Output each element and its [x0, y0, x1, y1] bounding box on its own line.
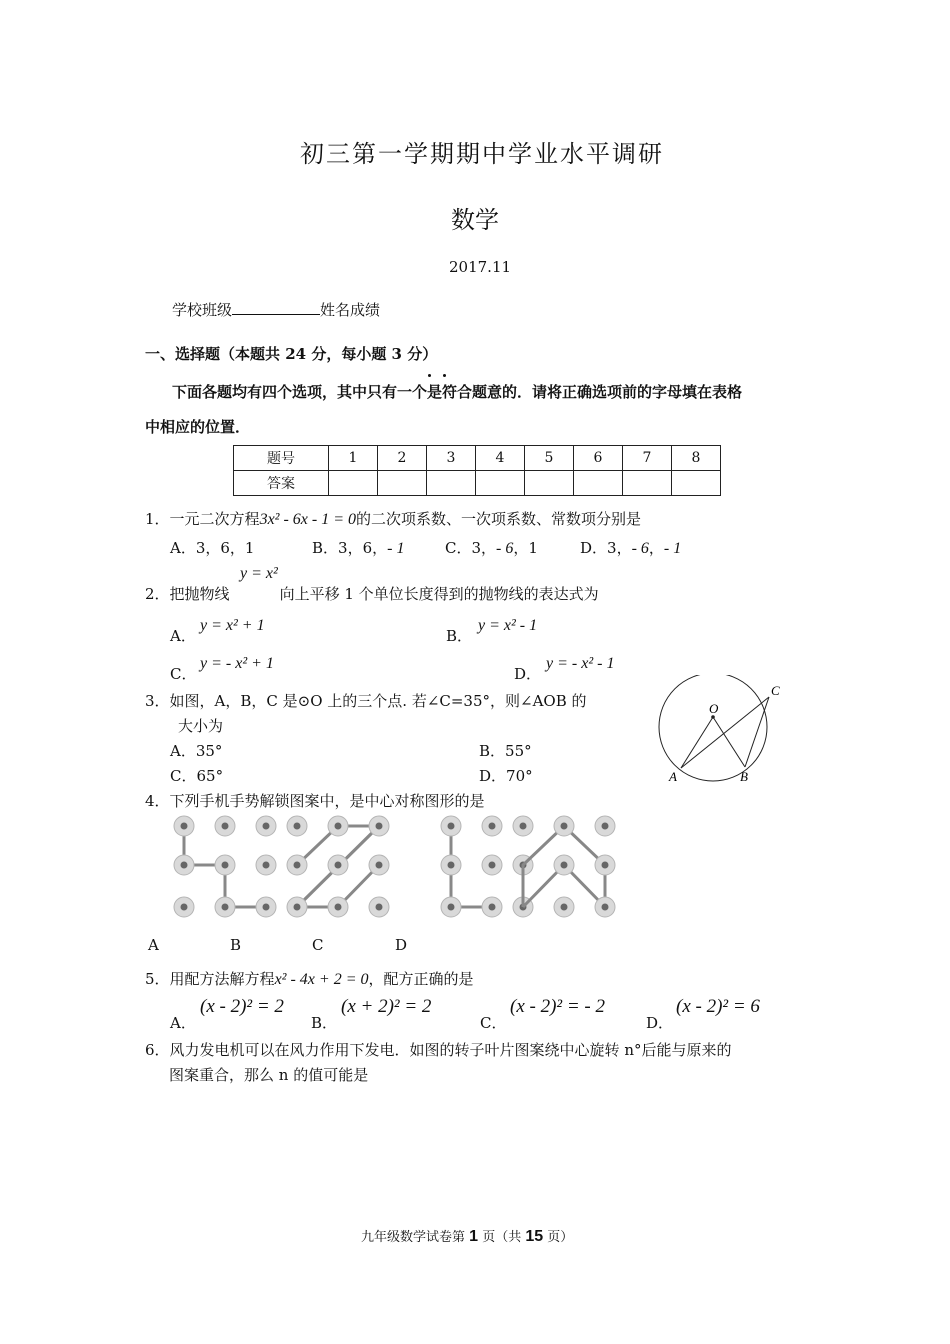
question-6-stem-line2: 图案重合，那么 n 的值可能是 — [169, 1066, 369, 1084]
question-2-stem — [145, 583, 599, 604]
q2-option-d — [514, 663, 541, 684]
question-number: 4． — [145, 792, 170, 810]
q3-option-a: A．35° — [170, 742, 223, 760]
segment-oa — [681, 717, 713, 768]
q5-option-c: C． — [480, 1014, 507, 1032]
q5-option-d-eq: (x - 2)² = 6 — [676, 996, 760, 1017]
question-number-cell: 8 — [672, 446, 721, 471]
question-number-cell: 6 — [574, 446, 623, 471]
question-text: 向上平移 1 个单位长度得到的抛物线的表达式为 — [279, 585, 599, 603]
question-3-stem-line2: 大小为 — [178, 717, 224, 735]
question-number: 5． — [145, 970, 170, 988]
pattern-d — [523, 816, 615, 917]
question-text: 风力发电机可以在风力作用下发电．如图的转子叶片图案绕中心旋转 n°后能与原来的 — [169, 1041, 732, 1059]
option-text: C．3， — [445, 539, 497, 557]
label-o: O — [709, 701, 719, 716]
q5-option-b-eq: (x + 2)² = 2 — [341, 996, 432, 1017]
student-info-line — [172, 299, 380, 320]
q2-option-a-eq: y = x² + 1 — [200, 617, 265, 634]
q5-option-b: B． — [311, 1014, 338, 1032]
q1-option-b — [312, 537, 404, 558]
q2-option-c — [170, 663, 196, 684]
question-number-cell: 4 — [476, 446, 525, 471]
current-page: 1 — [469, 1228, 479, 1245]
circle-o — [659, 675, 767, 781]
subject-title: 数学 — [451, 206, 499, 234]
option-text: B．3，6， — [312, 539, 388, 557]
table-row — [234, 446, 721, 471]
q5-option-c-eq: (x - 2)² = - 2 — [510, 996, 606, 1017]
q3-option-b: B．55° — [479, 742, 532, 760]
option-value: - 1 — [387, 540, 405, 557]
q5-option-a-eq: (x - 2)² = 2 — [200, 996, 284, 1017]
class-blank — [232, 300, 320, 315]
segment-ob — [713, 717, 745, 767]
emphasis-dot — [443, 374, 446, 377]
q3-option-d: D．70° — [479, 767, 533, 785]
pattern-label-d: D — [395, 936, 408, 954]
answer-cell[interactable] — [378, 471, 427, 496]
label-a: A — [669, 769, 677, 784]
option-text: ， — [648, 539, 664, 557]
segment-ac — [681, 697, 769, 768]
question-3-stem — [145, 690, 587, 711]
circle-figure — [645, 675, 795, 790]
table-header-cell: 题号 — [234, 446, 329, 471]
option-text: ，1 — [513, 539, 538, 557]
option-label: A． — [170, 627, 196, 645]
equation: 3x² - 6x - 1 = 0 — [259, 511, 357, 528]
question-number: 1． — [145, 510, 170, 528]
question-number-cell: 1 — [329, 446, 378, 471]
instruction-line-2: 中相应的位置． — [145, 418, 251, 436]
answer-cell[interactable] — [525, 471, 574, 496]
label-b: B — [740, 769, 748, 784]
question-5-stem — [145, 968, 474, 989]
question-text: 如图，A，B，C 是⊙O 上的三个点. 若∠C=35°，则∠AOB 的 — [169, 692, 587, 710]
q2-option-d-eq: y = - x² - 1 — [546, 655, 615, 672]
option-label: D． — [514, 665, 542, 683]
table-header-cell: 答案 — [234, 471, 329, 496]
question-number-cell: 7 — [623, 446, 672, 471]
question-number: 6． — [145, 1041, 170, 1059]
question-number: 2． — [145, 585, 170, 603]
question-6-stem — [145, 1039, 731, 1060]
pattern-label-c: C — [312, 936, 324, 954]
option-value: - 6 — [631, 540, 649, 557]
page-footer — [361, 1226, 573, 1246]
question-text: 的二次项系数、一次项系数、常数项分别是 — [356, 510, 642, 528]
curve-equation: y = x² — [240, 565, 278, 582]
option-value: - 1 — [663, 540, 682, 557]
answer-cell[interactable] — [672, 471, 721, 496]
emphasis-dot — [428, 374, 431, 377]
question-1-stem — [145, 508, 641, 529]
option-label: B． — [446, 627, 473, 645]
q2-option-b — [446, 625, 472, 646]
name-score-label: 姓名成绩 — [320, 301, 381, 319]
question-text: 用配方法解方程 — [169, 970, 275, 988]
answer-table — [233, 445, 721, 496]
q3-option-c: C．65° — [170, 767, 224, 785]
answer-cell[interactable] — [574, 471, 623, 496]
q5-option-a: A． — [170, 1014, 196, 1032]
pattern-a — [174, 816, 276, 917]
footer-text: 九年级数学试卷第 — [361, 1230, 466, 1245]
label-c: C — [771, 683, 780, 698]
question-text: 一元二次方程 — [169, 510, 260, 528]
question-text: ，配方正确的是 — [368, 970, 474, 988]
section-heading: 一、选择题（本题共 24 分，每小题 3 分） — [145, 345, 438, 363]
school-class-label: 学校班级 — [172, 301, 233, 319]
footer-text: 页） — [547, 1230, 574, 1245]
question-number-cell: 3 — [427, 446, 476, 471]
q5-option-d: D． — [646, 1014, 674, 1032]
instruction-line-1: 下面各题均有四个选项，其中只有一个是符合题意的．请将正确选项前的字母填在表格 — [172, 383, 743, 401]
pattern-label-a: A — [148, 936, 159, 954]
answer-cell[interactable] — [623, 471, 672, 496]
footer-text: 页（共 — [482, 1230, 522, 1245]
unlock-patterns — [170, 810, 630, 925]
option-label: C． — [170, 665, 197, 683]
table-row — [234, 471, 721, 496]
question-text: 下列手机手势解锁图案中，是中心对称图形的是 — [169, 792, 485, 810]
q1-option-d — [580, 537, 681, 558]
option-text: D．3， — [580, 539, 632, 557]
answer-cell[interactable] — [427, 471, 476, 496]
pattern-b — [287, 816, 389, 917]
question-text: 把抛物线 — [169, 585, 230, 603]
total-pages: 15 — [525, 1228, 544, 1245]
q2-option-b-eq: y = x² - 1 — [478, 617, 538, 634]
answer-cell[interactable] — [476, 471, 525, 496]
question-number-cell: 2 — [378, 446, 427, 471]
q2-option-a — [170, 625, 196, 646]
pattern-label-b: B — [230, 936, 242, 954]
q1-option-a: A．3，6，1 — [170, 539, 255, 557]
question-4-stem — [145, 790, 485, 811]
option-value: - 6 — [496, 540, 514, 557]
answer-cell[interactable] — [329, 471, 378, 496]
q2-option-c-eq: y = - x² + 1 — [200, 655, 274, 672]
pattern-c — [441, 816, 533, 917]
segment-bc — [745, 697, 769, 767]
question-number-cell: 5 — [525, 446, 574, 471]
exam-title: 初三第一学期期中学业水平调研 — [300, 140, 664, 168]
equation: x² - 4x + 2 = 0 — [274, 971, 369, 988]
exam-date: 2017.11 — [449, 258, 512, 276]
q1-option-c — [445, 537, 538, 558]
question-number: 3． — [145, 692, 170, 710]
